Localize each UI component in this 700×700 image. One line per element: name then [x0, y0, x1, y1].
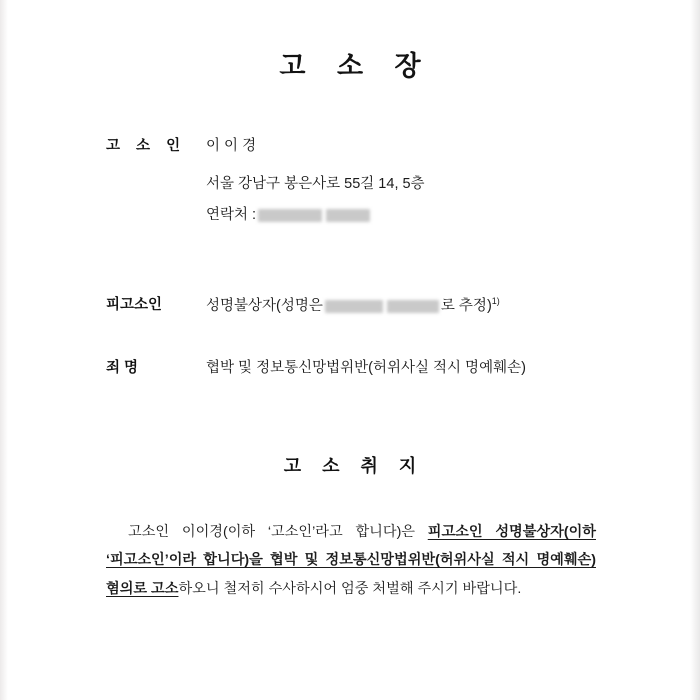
field-accused [106, 295, 640, 318]
accused-prefix: 성명불상자(성명은 [206, 297, 323, 314]
page-title: 고 소 장 [279, 51, 433, 81]
field-value-charge: 협박 및 정보통신망법위반(허위사실 적시 명예훼손) [206, 360, 526, 376]
paragraph-part-2: 하오니 철저히 수사하시어 엄중 처벌해 주시기 바랍니다. [178, 580, 522, 597]
redacted-accused-1 [325, 300, 383, 313]
field-label-complainant: 고 소 인 [106, 138, 187, 154]
field-value-accused [206, 295, 640, 318]
field-label-accused: 피고소인 [106, 297, 163, 313]
redacted-contact-2 [326, 209, 370, 222]
body-paragraph [106, 518, 596, 603]
field-label-charge: 죄 명 [106, 360, 139, 376]
footnote-marker: 1) [491, 296, 500, 306]
paragraph-part-1: 고소인 이이경(이하 ‘고소인’라고 합니다)은 [128, 524, 428, 540]
paragraph-emphasis: 피고소인 성명불상자(이하 ‘피고소인’이라 합니다)을 협박 및 정보통신망법위반(허위사실 적시 명예훼손) 혐의로 고소 [106, 524, 596, 597]
accused-suffix: 로 추정) [440, 297, 492, 314]
redacted-contact-1 [258, 209, 322, 222]
field-contact [206, 203, 372, 224]
field-value-address: 서울 강남구 봉은사로 55길 14, 5층 [206, 176, 425, 192]
field-label-contact: 연락처 : [206, 207, 257, 223]
redacted-accused-2 [387, 300, 439, 313]
field-value-complainant: 이 이 경 [206, 138, 257, 154]
field-complainant [106, 136, 640, 158]
section-heading-purpose: 고 소 취 지 [283, 456, 425, 476]
field-charge [106, 358, 640, 380]
